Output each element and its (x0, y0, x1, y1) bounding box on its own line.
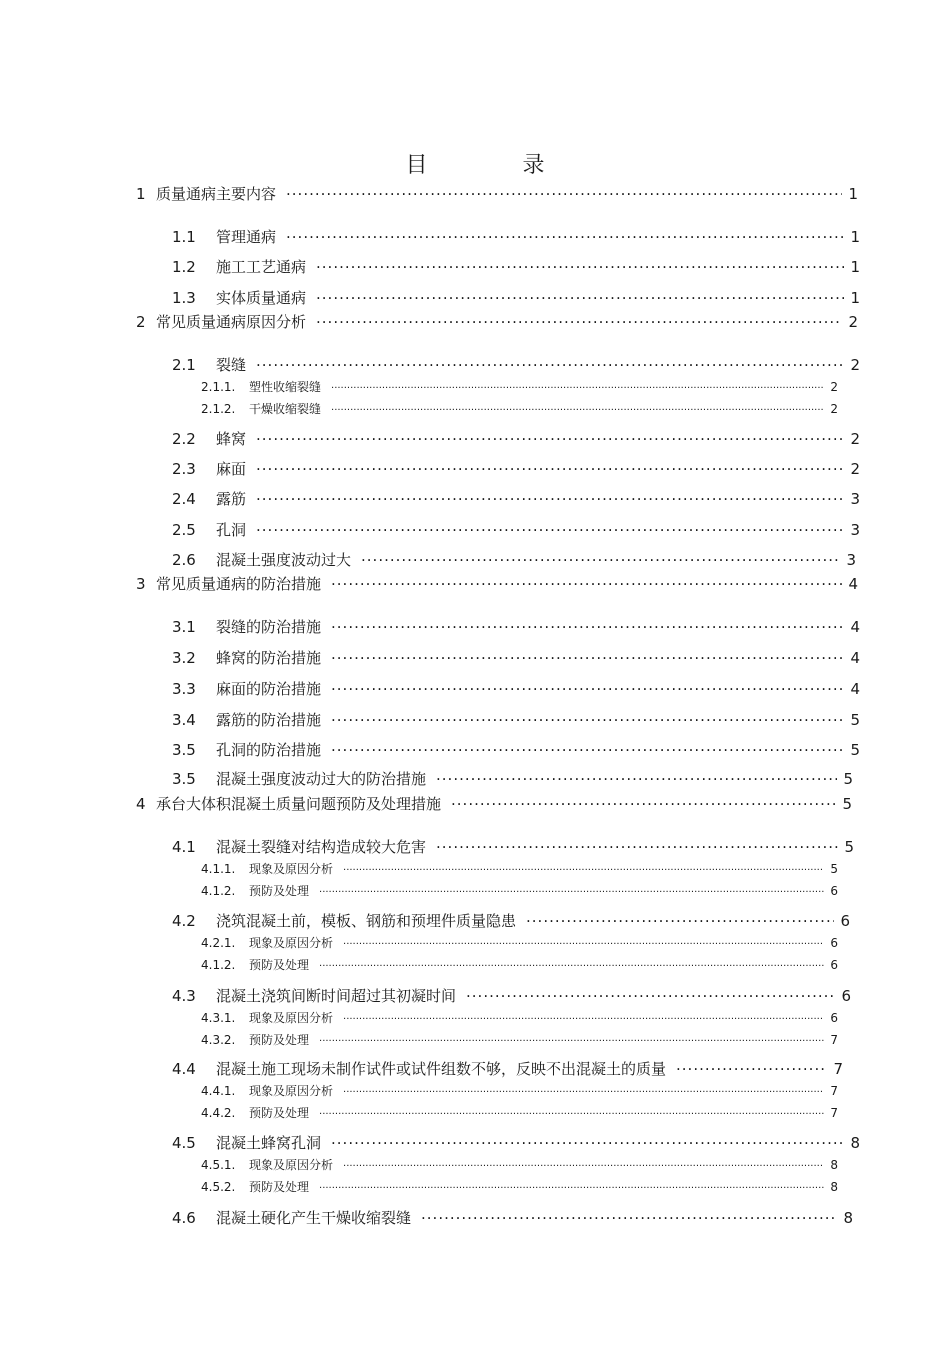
toc-entry-page: 6 (830, 884, 838, 898)
toc-entry[interactable] (172, 768, 853, 790)
toc-entry-title: 混凝土裂缝对结构造成较大危害 (216, 838, 427, 856)
toc-entry-number: 3.2 (172, 649, 196, 667)
toc-entry-page: 6 (830, 1011, 838, 1025)
toc-dot-leader (331, 379, 824, 391)
toc-entry[interactable] (172, 488, 860, 510)
toc-dot-leader (319, 1032, 824, 1044)
toc-entry[interactable] (172, 226, 860, 248)
toc-entry-page: 6 (830, 958, 838, 972)
toc-entry-page: 6 (840, 912, 850, 930)
toc-entry[interactable] (172, 1207, 853, 1229)
toc-entry-page: 1 (850, 228, 860, 246)
toc-entry[interactable] (172, 739, 860, 761)
toc-entry-title: 现象及原因分析 (249, 936, 334, 950)
toc-entry[interactable] (201, 1104, 838, 1122)
toc-dot-leader (343, 1010, 824, 1022)
toc-entry-title: 裂缝的防治措施 (216, 618, 322, 636)
toc-entry-number: 4.5.2. (201, 1180, 236, 1194)
toc-entry-number: 1.2 (172, 258, 196, 276)
toc-entry-page: 7 (833, 1060, 843, 1078)
toc-entry-title: 预防及处理 (249, 884, 310, 898)
toc-entry-page: 7 (830, 1106, 838, 1120)
toc-entry[interactable] (136, 573, 858, 595)
toc-dot-leader (331, 574, 842, 589)
toc-entry-number: 2.3 (172, 460, 196, 478)
toc-dot-leader (331, 648, 844, 663)
toc-entry-title: 混凝土施工现场未制作试件或试件组数不够，反映不出混凝土的质量 (216, 1060, 667, 1078)
toc-entry[interactable] (201, 1082, 838, 1100)
toc-entry-title: 常见质量通病原因分析 (156, 313, 307, 331)
toc-dot-leader (256, 355, 844, 370)
toc-entry[interactable] (172, 256, 860, 278)
toc-entry-page: 5 (842, 795, 852, 813)
toc-entry-title: 管理通病 (216, 228, 277, 246)
toc-entry-page: 7 (830, 1084, 838, 1098)
toc-entry-page: 8 (850, 1134, 860, 1152)
toc-title: 目 录 (405, 153, 589, 178)
toc-entry-page: 2 (848, 313, 858, 331)
toc-entry-number: 3 (136, 575, 146, 593)
toc-dot-leader (256, 459, 844, 474)
toc-entry-page: 4 (848, 575, 858, 593)
toc-dot-leader (331, 740, 844, 755)
toc-entry-number: 4.5 (172, 1134, 196, 1152)
toc-entry[interactable] (172, 647, 860, 669)
toc-entry-title: 现象及原因分析 (249, 1084, 334, 1098)
toc-entry-number: 4 (136, 795, 146, 813)
toc-entry-page: 5 (830, 862, 838, 876)
toc-dot-leader (319, 883, 824, 895)
toc-dot-leader (331, 710, 844, 725)
toc-entry-page: 5 (850, 711, 860, 729)
toc-dot-leader (319, 957, 824, 969)
toc-entry-number: 4.4.2. (201, 1106, 236, 1120)
toc-entry[interactable] (201, 860, 838, 878)
toc-dot-leader (361, 550, 840, 565)
toc-entry-number: 4.6 (172, 1209, 196, 1227)
toc-entry-title: 现象及原因分析 (249, 862, 334, 876)
toc-entry-number: 4.1.1. (201, 862, 236, 876)
toc-entry[interactable] (201, 378, 838, 396)
toc-entry-title: 麻面的防治措施 (216, 680, 322, 698)
toc-entry-title: 孔洞 (216, 521, 247, 539)
toc-entry[interactable] (201, 1031, 838, 1049)
toc-entry-title: 混凝土强度波动过大的防治措施 (216, 770, 427, 788)
toc-dot-leader (526, 911, 834, 926)
toc-entry-title: 蜂窝的防治措施 (216, 649, 322, 667)
toc-entry-page: 4 (850, 618, 860, 636)
toc-dot-leader (421, 1208, 837, 1223)
toc-dot-leader (436, 837, 838, 852)
toc-entry[interactable] (172, 458, 860, 480)
toc-entry[interactable] (136, 183, 858, 205)
toc-entry-number: 4.4 (172, 1060, 196, 1078)
toc-entry-number: 4.1.2. (201, 958, 236, 972)
toc-entry-page: 1 (850, 289, 860, 307)
toc-entry[interactable] (172, 709, 860, 731)
toc-dot-leader (331, 617, 844, 632)
toc-entry-page: 8 (830, 1158, 838, 1172)
toc-entry-number: 4.3 (172, 987, 196, 1005)
toc-dot-leader (676, 1059, 827, 1074)
toc-dot-leader (436, 769, 837, 784)
toc-entry-page: 8 (843, 1209, 853, 1227)
toc-entry[interactable] (201, 882, 838, 900)
toc-entry-number: 3.3 (172, 680, 196, 698)
toc-entry-number: 2.5 (172, 521, 196, 539)
toc-dot-leader (331, 1133, 844, 1148)
toc-entry-title: 质量通病主要内容 (156, 185, 277, 203)
toc-dot-leader (331, 401, 824, 413)
toc-entry-number: 2 (136, 313, 146, 331)
toc-entry[interactable] (172, 354, 860, 376)
toc-entry-page: 2 (850, 460, 860, 478)
toc-entry-page: 3 (850, 521, 860, 539)
toc-entry[interactable] (201, 956, 838, 974)
toc-entry-page: 5 (844, 838, 854, 856)
toc-entry-page: 2 (850, 430, 860, 448)
toc-dot-leader (343, 935, 824, 947)
toc-dot-leader (256, 429, 844, 444)
toc-entry-number: 3.4 (172, 711, 196, 729)
toc-entry-number: 2.4 (172, 490, 196, 508)
toc-entry-title: 露筋 (216, 490, 247, 508)
toc-entry-page: 3 (846, 551, 856, 569)
toc-entry-title: 混凝土硬化产生干燥收缩裂缝 (216, 1209, 412, 1227)
toc-entry-title: 裂缝 (216, 356, 247, 374)
toc-entry-number: 2.1 (172, 356, 196, 374)
toc-entry-number: 2.6 (172, 551, 196, 569)
toc-entry-title: 现象及原因分析 (249, 1158, 334, 1172)
toc-entry-page: 8 (830, 1180, 838, 1194)
toc-entry-title: 浇筑混凝土前，模板、钢筋和预埋件质量隐患 (216, 912, 517, 930)
toc-entry-title: 混凝土蜂窝孔洞 (216, 1134, 322, 1152)
toc-entry-page: 7 (830, 1033, 838, 1047)
toc-entry[interactable] (172, 836, 854, 858)
toc-entry-number: 3.1 (172, 618, 196, 636)
toc-entry-title: 常见质量通病的防治措施 (156, 575, 322, 593)
toc-entry-page: 5 (850, 741, 860, 759)
toc-entry-title: 蜂窝 (216, 430, 247, 448)
toc-entry-number: 4.2.1. (201, 936, 236, 950)
toc-entry-number: 3.5 (172, 770, 196, 788)
toc-entry-page: 1 (850, 258, 860, 276)
toc-entry[interactable] (172, 616, 860, 638)
toc-dot-leader (343, 861, 824, 873)
toc-entry[interactable] (172, 287, 860, 309)
toc-dot-leader (466, 986, 835, 1001)
toc-entry-number: 4.4.1. (201, 1084, 236, 1098)
toc-entry[interactable] (136, 793, 852, 815)
toc-entry[interactable] (172, 1132, 860, 1154)
toc-entry-page: 2 (830, 402, 838, 416)
toc-entry-title: 干燥收缩裂缝 (249, 402, 322, 416)
toc-entry-number: 1 (136, 185, 146, 203)
toc-dot-leader (316, 288, 844, 303)
toc-entry-title: 预防及处理 (249, 1106, 310, 1120)
toc-entry-title: 混凝土强度波动过大 (216, 551, 352, 569)
toc-dot-leader (319, 1105, 824, 1117)
toc-dot-leader (256, 520, 844, 535)
toc-dot-leader (319, 1179, 824, 1191)
toc-entry-title: 孔洞的防治措施 (216, 741, 322, 759)
toc-entry-page: 2 (850, 356, 860, 374)
toc-dot-leader (451, 794, 836, 809)
toc-entry-page: 2 (830, 380, 838, 394)
toc-entry-number: 4.2 (172, 912, 196, 930)
toc-dot-leader (331, 679, 844, 694)
toc-entry-number: 1.3 (172, 289, 196, 307)
toc-entry-title: 现象及原因分析 (249, 1011, 334, 1025)
toc-entry-page: 6 (830, 936, 838, 950)
toc-entry-page: 5 (843, 770, 853, 788)
toc-entry-number: 4.3.1. (201, 1011, 236, 1025)
toc-entry-number: 2.2 (172, 430, 196, 448)
toc-entry-number: 3.5 (172, 741, 196, 759)
toc-entry-page: 3 (850, 490, 860, 508)
toc-entry-title: 预防及处理 (249, 958, 310, 972)
toc-entry-title: 露筋的防治措施 (216, 711, 322, 729)
toc-dot-leader (316, 312, 842, 327)
toc-entry-page: 4 (850, 649, 860, 667)
toc-entry-number: 4.1.2. (201, 884, 236, 898)
toc-entry-page: 6 (841, 987, 851, 1005)
toc-entry[interactable] (172, 678, 860, 700)
toc-entry-title: 预防及处理 (249, 1033, 310, 1047)
toc-dot-leader (256, 489, 844, 504)
toc-entry-title: 塑性收缩裂缝 (249, 380, 322, 394)
toc-entry[interactable] (172, 428, 860, 450)
toc-dot-leader (286, 184, 842, 199)
toc-entry-title: 承台大体积混凝土质量问题预防及处理措施 (156, 795, 442, 813)
toc-entry[interactable] (136, 311, 858, 333)
toc-entry-number: 4.1 (172, 838, 196, 856)
toc-entry-page: 4 (850, 680, 860, 698)
toc-entry[interactable] (172, 985, 851, 1007)
toc-entry-title: 混凝土浇筑间断时间超过其初凝时间 (216, 987, 457, 1005)
toc-entry-number: 4.5.1. (201, 1158, 236, 1172)
toc-entry[interactable] (172, 519, 860, 541)
toc-entry-number: 2.1.2. (201, 402, 236, 416)
toc-dot-leader (286, 227, 844, 242)
toc-entry[interactable] (172, 1058, 843, 1080)
toc-entry-number: 4.3.2. (201, 1033, 236, 1047)
toc-entry[interactable] (201, 1156, 838, 1174)
toc-entry[interactable] (172, 910, 850, 932)
toc-dot-leader (343, 1083, 824, 1095)
toc-entry[interactable] (172, 549, 856, 571)
toc-entry-number: 1.1 (172, 228, 196, 246)
toc-entry-title: 预防及处理 (249, 1180, 310, 1194)
toc-entry[interactable] (201, 1178, 838, 1196)
toc-entry-number: 2.1.1. (201, 380, 236, 394)
toc-entry[interactable] (201, 1009, 838, 1027)
toc-entry-page: 1 (848, 185, 858, 203)
toc-entry[interactable] (201, 400, 838, 418)
toc-entry-title: 麻面 (216, 460, 247, 478)
toc-entry-title: 施工工艺通病 (216, 258, 307, 276)
toc-entry[interactable] (201, 934, 838, 952)
toc-entry-title: 实体质量通病 (216, 289, 307, 307)
toc-dot-leader (343, 1157, 824, 1169)
toc-dot-leader (316, 257, 844, 272)
